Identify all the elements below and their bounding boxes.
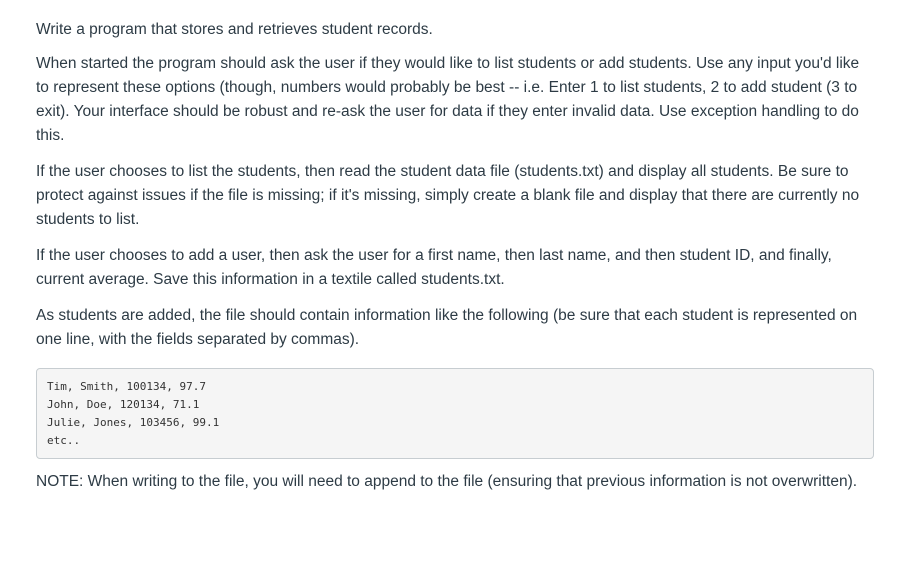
assignment-content (36, 18, 874, 494)
code-line: Julie, Jones, 103456, 99.1 (47, 416, 220, 429)
note-paragraph: NOTE: When writing to the file, you will need to append to the file (ensuring that previous information is not overwritten). (36, 473, 858, 490)
startup-paragraph: When started the program should ask the user if they would like to list students or add students. Use any input you'd like to represent these options (though, numbers would probably be best -- i.e. Enter 1 to list students, 2 to add student (3 to exit). Your interface should be robust and re-ask the user for data if they enter invalid data. Use exception handling to do this. (36, 55, 860, 144)
file-format-paragraph: As students are added, the file should contain information like the following (be sure that each student is represented on one line, with the fields separated by commas). (36, 307, 858, 348)
code-example-block (36, 368, 874, 459)
code-line: Tim, Smith, 100134, 97.7 (47, 380, 206, 393)
code-line: John, Doe, 120134, 71.1 (47, 398, 200, 411)
code-line: etc.. (47, 434, 81, 447)
intro-paragraph: Write a program that stores and retrieves student records. (36, 21, 433, 38)
list-students-paragraph: If the user chooses to list the students, then read the student data file (students.txt) and display all students. Be sure to protect against issues if the file is missing; if it's missing, simply create a blank file and display that there are currently no students to list. (36, 163, 860, 228)
add-student-paragraph: If the user chooses to add a user, then ask the user for a first name, then last name, and then student ID, and finally, current average. Save this information in a textile called students.txt. (36, 247, 832, 288)
